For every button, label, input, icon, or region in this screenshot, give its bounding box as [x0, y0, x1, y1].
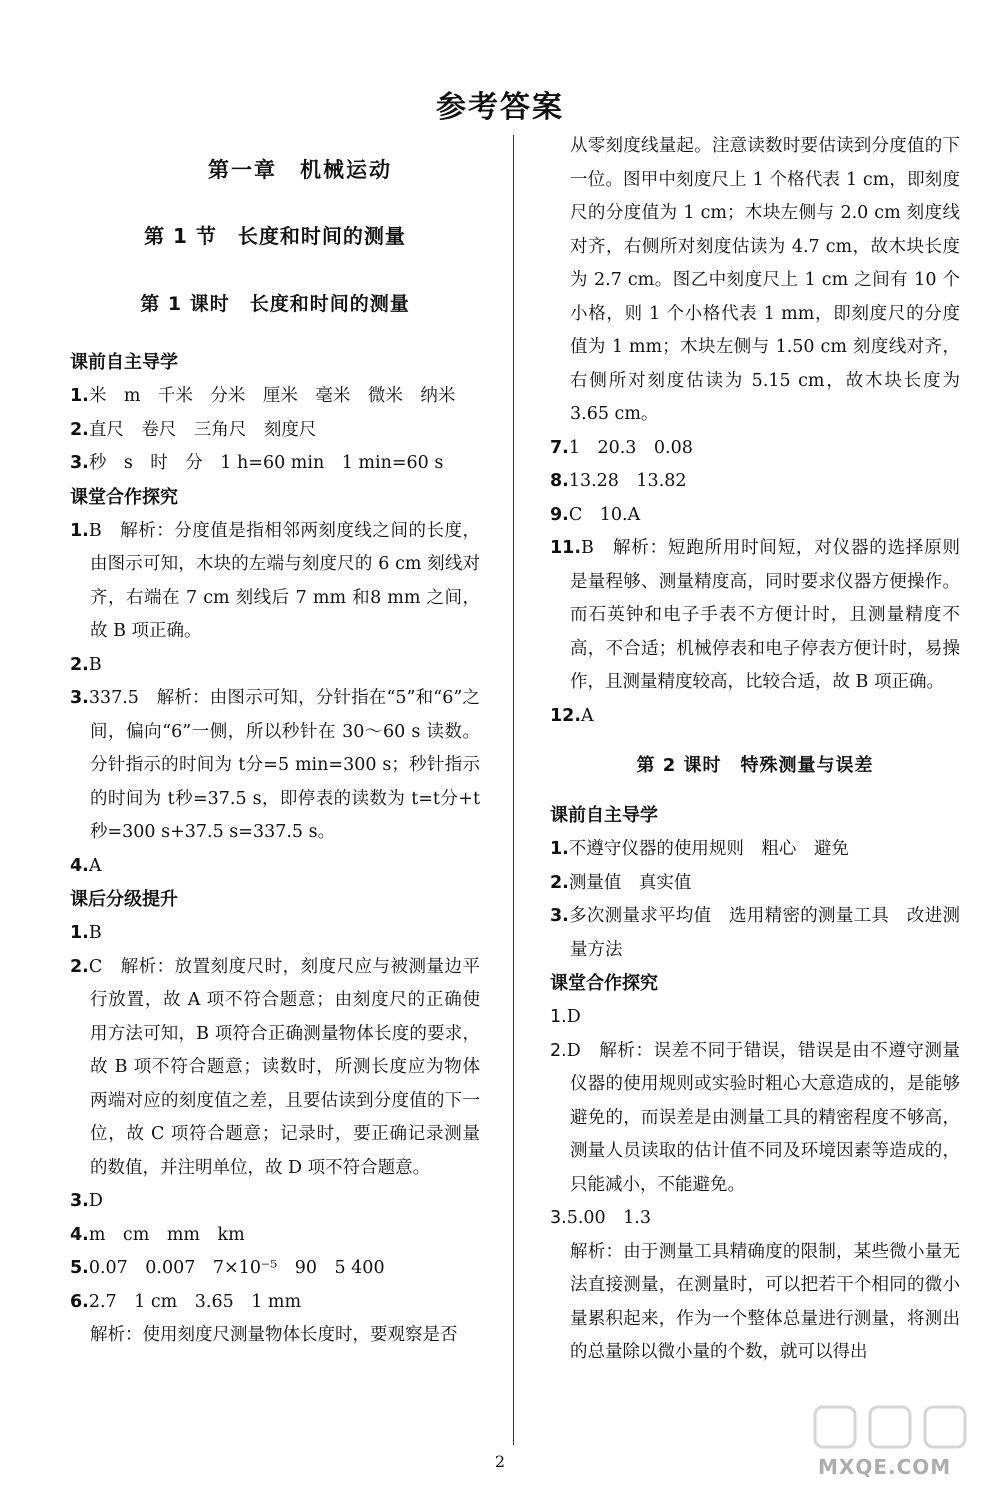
answer-item [550, 867, 960, 901]
answer-number: 1. [550, 1007, 567, 1027]
answer-number: 3. [550, 1208, 567, 1228]
answer-item [70, 917, 480, 951]
answer-number: 7. [550, 437, 569, 458]
answer-number: 12. [550, 705, 582, 726]
answer-text: C 解析：放置刻度尺时，刻度尺应与被测量边平行放置，故 A 项不符合题意；由刻度尺的正确使用方法可知，B 项符合正确测量物体长度的要求，故 B 项不符合题意；读数时，所测长度应为物体两端对应的刻度值之差，且要估读到分度值的下一位，故 C 项符合题意；记录时，要正确记录测量的数值，并注明单位，故 D 项不符合题意。 [88, 956, 480, 1178]
answer-item [70, 850, 480, 884]
answer-number: 9. [550, 504, 569, 525]
answer-text: 13.28 13.82 [568, 471, 687, 491]
answer-item [550, 900, 960, 967]
answer-number: 2. [550, 1040, 567, 1061]
column-divider [513, 135, 514, 1445]
answer-text: B 解析：分度值是指相邻两刻度线之间的长度，由图示可知，木块的左端与刻度尺的 6 cm 刻线对齐，右端在 7 cm 刻线后 7 mm 和8 mm 之间，故 B 项正确。 [88, 520, 480, 641]
answer-number: 2. [70, 419, 89, 440]
answer-text: 直尺 卷尺 三角尺 刻度尺 [88, 419, 317, 440]
lesson-heading-1: 第 1 课时 长度和时间的测量 [140, 293, 410, 315]
answer-text: C 10.A [568, 504, 641, 525]
answer-3-explanation: 解析：由于测量工具精确度的限制，某些微小量无法直接测量，在测量时，可以把若干个相同的微小量累积起来，作为一个整体总量进行测量，将测出的总量除以微小量的个数，就可以得出 [570, 1241, 960, 1362]
page-number: 2 [494, 1452, 506, 1471]
answer-item [70, 682, 480, 850]
answer-text: 测量值 真实值 [568, 872, 692, 893]
answer-item [70, 649, 480, 683]
answer-text: D 解析：误差不同于错误，错误是由不遵守测量仪器的使用规则或实验时粗心大意造成的，是能够避免的，而误差是由测量工具的精密程度不够高，测量人员读取的估计值不同及环境因素等造成的，只能减小，不能避免。 [566, 1040, 960, 1195]
answer-item [70, 515, 480, 649]
answer-item [550, 700, 960, 734]
list-after-1 [70, 917, 480, 1319]
right-column [550, 130, 960, 1370]
answer-number: 2. [70, 654, 89, 675]
answer-number: 6. [70, 1291, 89, 1312]
answer-text: 多次测量求平均值 选用精密的测量工具 改进测量方法 [568, 906, 960, 960]
answer-text: 米 m 千米 分米 厘米 毫米 微米 纳米 [88, 386, 456, 406]
answer-6-explanation: 解析：使用刻度尺测量物体长度时，要观察是否 [90, 1325, 458, 1345]
answer-item [550, 432, 960, 466]
subheading-class-2: 课堂合作探究 [550, 973, 658, 994]
answer-number: 11. [550, 538, 582, 558]
answer-text: 2.7 1 cm 3.65 1 mm [88, 1291, 302, 1312]
answer-item [550, 833, 960, 867]
answer-text: 5.00 1.3 [566, 1208, 651, 1228]
answer-item [70, 447, 480, 481]
answer-number: 2. [550, 872, 569, 893]
chapter-heading: 第一章 机械运动 [208, 158, 392, 182]
answer-text: 1 20.3 0.08 [568, 437, 693, 458]
answer-text: B [88, 923, 102, 943]
subheading-pre-1: 课前自主导学 [70, 352, 178, 373]
answer-number: 8. [550, 471, 569, 491]
answer-item [70, 951, 480, 1186]
answer-text: m cm mm km [88, 1224, 245, 1245]
answer-text: A [88, 855, 102, 876]
answer-number: 4. [70, 1224, 89, 1245]
answer-text: B [88, 654, 102, 675]
answer-item [550, 465, 960, 499]
answer-item [70, 1185, 480, 1219]
answer-text: 不遵守仪器的使用规则 粗心 避免 [568, 839, 849, 859]
answer-number: 2. [70, 956, 89, 977]
answer-item [550, 499, 960, 533]
answer-number: 1. [550, 839, 569, 859]
answer-number: 1. [70, 386, 89, 406]
answer-number: 3. [70, 453, 89, 473]
answer-text: B 解析：短跑所用时间短，对仪器的选择原则是量程够、测量精度高，同时要求仪器方便操作。而石英钟和电子手表不方便计时，且测量精度不高，不合适；机械停表和电子停表方便计时，易操作，且测量精度较高，比较合适，故 B 项正确。 [570, 538, 960, 692]
left-column [70, 140, 480, 1353]
answer-text: 0.07 0.007 7×10⁻⁵ 90 5 400 [88, 1258, 385, 1278]
answer-item [550, 532, 960, 700]
answer-number: 4. [70, 855, 89, 876]
section-heading: 第 1 节 长度和时间的测量 [144, 224, 406, 248]
list-pre-2 [550, 833, 960, 967]
answer-item [550, 1001, 960, 1035]
answer-number: 3. [70, 688, 89, 708]
answer-text: D [88, 1191, 103, 1211]
answer-item [550, 1035, 960, 1203]
answer-text: 337.5 解析：由图示可知，分针指在“5”和“6”之间，偏向“6”一侧，所以秒针在 30～60 s 读数。分针指示的时间为 t分=5 min=300 s；秒针指示的时间为 t秒=37.5 s，即停表的读数为 t=t分+t秒=300 s+37.5 s=337.5 s。 [88, 688, 480, 842]
answer-number: 5. [70, 1258, 89, 1278]
page-title: 参考答案 [436, 90, 564, 125]
answer-text: D [566, 1007, 581, 1027]
answer-text: 秒 s 时 分 1 h=60 min 1 min=60 s [88, 453, 444, 473]
answer-item [70, 1286, 480, 1320]
watermark-text: MXQE.COM [818, 1455, 952, 1479]
answer-text: A [581, 705, 594, 726]
subheading-after-1: 课后分级提升 [70, 889, 178, 910]
subheading-class-1: 课堂合作探究 [70, 486, 178, 508]
answer-item [550, 1202, 960, 1236]
answer-item [70, 380, 480, 414]
answer-item [70, 1252, 480, 1286]
answer-number: 3. [70, 1191, 89, 1211]
answer-number: 1. [70, 520, 89, 541]
answer-item [70, 1219, 480, 1253]
subheading-pre-2: 课前自主导学 [550, 805, 658, 826]
answer-number: 3. [550, 906, 569, 926]
answer-item [70, 414, 480, 448]
answer-6-explanation-continued: 从零刻度线量起。注意读数时要估读到分度值的下一位。图甲中刻度尺上 1 个格代表 1 cm，即刻度尺的分度值为 1 cm；木块左侧与 2.0 cm 刻度线对齐，右侧所对刻度估读为 4.7 cm，故木块长度为 2.7 cm。图乙中刻度尺上 1 cm 之间有 10 个小格，则 1 个小格代表 1 mm，即刻度尺的分度值为 1 mm；木块左侧与 1.50 cm 刻度线对齐，右侧所对刻度估读为 5.15 cm，故木块长度为 3.65 cm。 [570, 136, 960, 424]
lesson-heading-2: 第 2 课时 特殊测量与误差 [636, 755, 874, 776]
list-class-2 [550, 1001, 960, 1236]
list-class-1 [70, 515, 480, 884]
list-pre-1 [70, 380, 480, 481]
list-after-1-more [550, 432, 960, 734]
answer-number: 1. [70, 923, 89, 943]
